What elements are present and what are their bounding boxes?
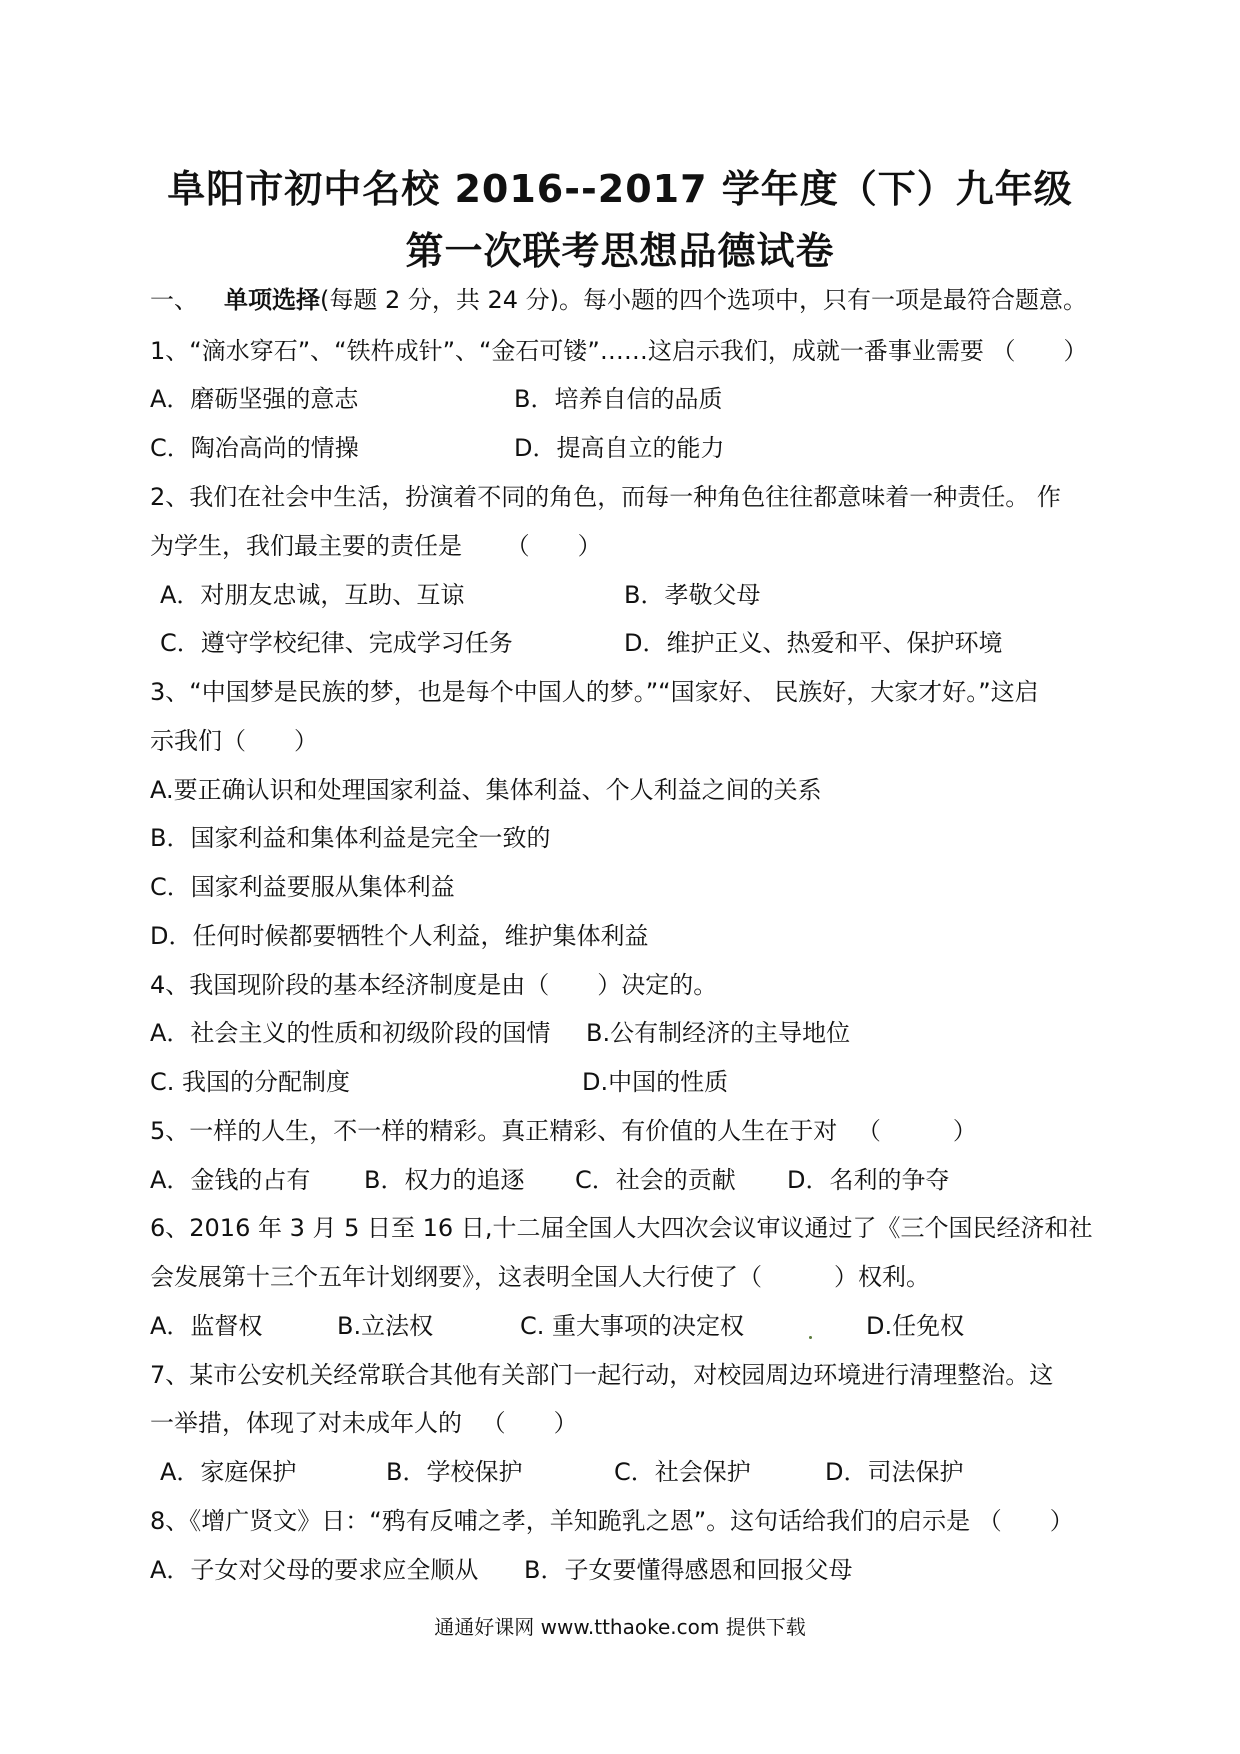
question-3-option-c: C．国家利益要服从集体利益 — [150, 873, 455, 901]
question-2-option-d: D．维护正义、热爱和平、保护环境 — [624, 629, 1003, 657]
question-7-option-a: A．家庭保护 — [160, 1458, 297, 1486]
question-2-option-a: A．对朋友忠诚，互助、互谅 — [160, 581, 465, 609]
section-header — [150, 285, 1087, 315]
question-7-option-c: C．社会保护 — [614, 1458, 751, 1486]
question-3-stem-line-2: 示我们（ ） — [150, 727, 318, 755]
question-6-stem-line-1: 6、2016 年 3 月 5 日至 16 日,十二届全国人大四次会议审议通过了《三个国民经济和社 — [150, 1214, 1093, 1242]
question-5-option-c: C．社会的贡献 — [575, 1166, 736, 1194]
section-instructions: (每题 2 分，共 24 分)。每小题的四个选项中，只有一项是最符合题意。 — [320, 286, 1088, 314]
question-6-option-c: C. 重大事项的决定权 — [520, 1312, 745, 1340]
exam-title-line-2: 第一次联考思想品德试卷 — [405, 229, 835, 273]
question-1-stem: 1、“滴水穿石”、“铁杵成针”、“金石可镂”……这启示我们，成就一番事业需要 （ ） — [150, 337, 1088, 365]
question-1-option-c: C．陶冶高尚的情操 — [150, 434, 359, 462]
question-5-stem: 5、一样的人生，不一样的精彩。真正精彩、有价值的人生在于对 （ ） — [150, 1117, 977, 1145]
question-4-option-c: C. 我国的分配制度 — [150, 1068, 351, 1096]
question-1-option-a: A．磨砺坚强的意志 — [150, 385, 359, 413]
footer-source: 通通好课网 www.tthaoke.com 提供下载 — [434, 1615, 806, 1639]
question-2-option-b: B．孝敬父母 — [624, 581, 761, 609]
question-6-stem-line-2: 会发展第十三个五年计划纲要》，这表明全国人大行使了（ ）权利。 — [150, 1263, 930, 1291]
question-3-option-b: B．国家利益和集体利益是完全一致的 — [150, 824, 551, 852]
section-heading: 单项选择 — [224, 286, 320, 314]
question-3-option-d: D．任何时候都要牺牲个人利益，维护集体利益 — [150, 922, 649, 950]
question-8-option-a: A．子女对父母的要求应全顺从 — [150, 1556, 479, 1584]
question-5-option-b: B．权力的追逐 — [364, 1166, 525, 1194]
question-4-stem: 4、我国现阶段的基本经济制度是由（ ）决定的。 — [150, 971, 718, 999]
exam-title-line-1: 阜阳市初中名校 2016--2017 学年度（下）九年级 — [167, 167, 1073, 211]
question-6-option-b: B.立法权 — [337, 1312, 434, 1340]
section-number: 一、 — [150, 286, 198, 314]
question-6-option-a: A．监督权 — [150, 1312, 263, 1340]
question-2-option-c: C．遵守学校纪律、完成学习任务 — [160, 629, 513, 657]
question-7-option-b: B．学校保护 — [386, 1458, 523, 1486]
question-8-option-b: B．子女要懂得感恩和回报父母 — [524, 1556, 853, 1584]
question-5-option-d: D．名利的争夺 — [787, 1166, 950, 1194]
question-4-option-d: D.中国的性质 — [582, 1068, 729, 1096]
question-4-option-a: A．社会主义的性质和初级阶段的国情 — [150, 1019, 551, 1047]
question-2-stem-line-1: 2、我们在社会中生活，扮演着不同的角色，而每一种角色往往都意味着一种责任。 作 — [150, 483, 1061, 511]
question-7-stem-line-2: 一举措，体现了对未成年人的 （ ） — [150, 1409, 578, 1437]
question-7-option-d: D．司法保护 — [825, 1458, 964, 1486]
question-5-option-a: A．金钱的占有 — [150, 1166, 311, 1194]
question-3-stem-line-1: 3、“中国梦是民族的梦，也是每个中国人的梦。”“国家好、 民族好，大家才好。”这启 — [150, 678, 1039, 706]
question-3-option-a: A.要正确认识和处理国家利益、集体利益、个人利益之间的关系 — [150, 776, 822, 804]
scan-speck — [809, 1336, 812, 1339]
question-6-option-d: D.任免权 — [866, 1312, 965, 1340]
question-2-stem-line-2: 为学生，我们最主要的责任是 （ ） — [150, 532, 602, 560]
question-1-option-d: D．提高自立的能力 — [514, 434, 725, 462]
question-4-option-b: B.公有制经济的主导地位 — [586, 1019, 851, 1047]
question-7-stem-line-1: 7、某市公安机关经常联合其他有关部门一起行动，对校园周边环境进行清理整治。这 — [150, 1361, 1054, 1389]
question-8-stem: 8、《增广贤文》日：“鸦有反哺之孝，羊知跪乳之恩”。这句话给我们的启示是 （ ） — [150, 1507, 1074, 1535]
question-1-option-b: B．培养自信的品质 — [514, 385, 723, 413]
